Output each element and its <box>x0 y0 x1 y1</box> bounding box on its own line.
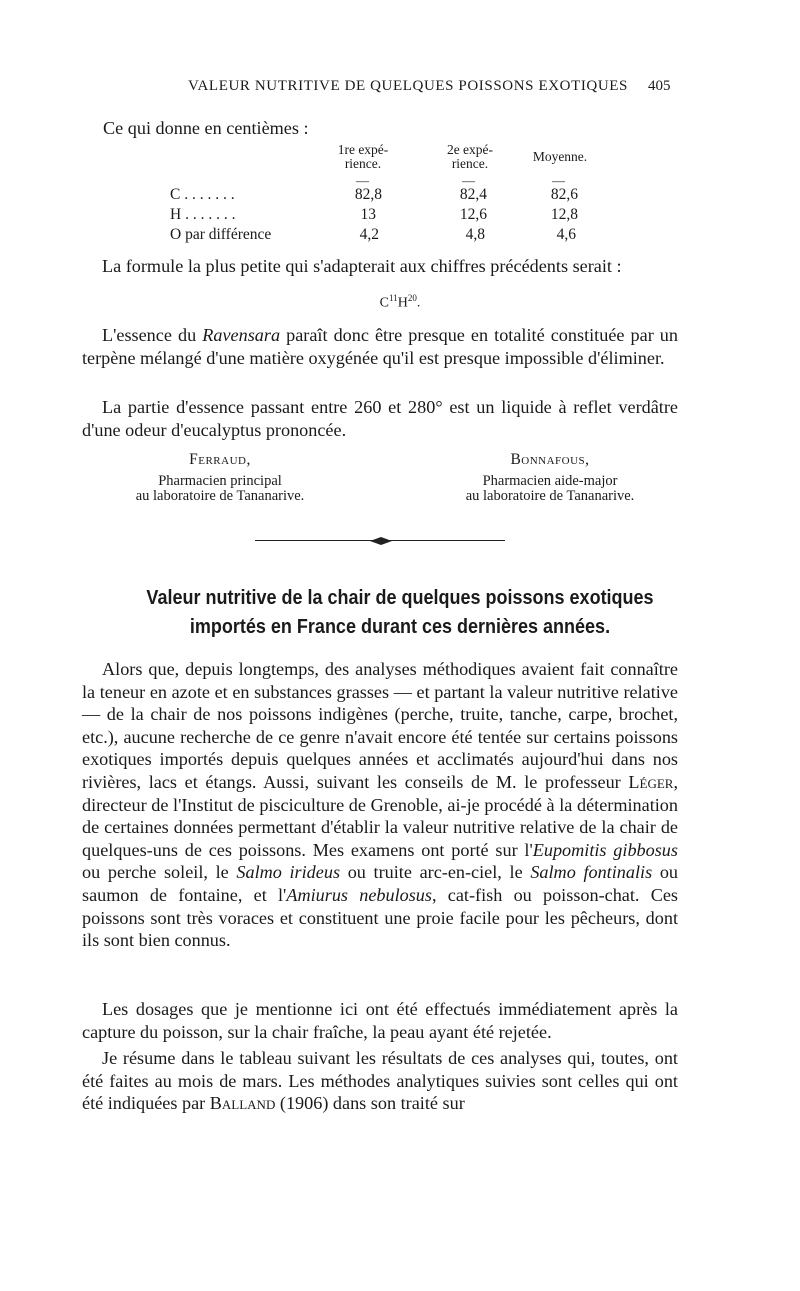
column-header-1-line1: 1re expé- <box>337 142 389 157</box>
body-paragraph-2: Les dosages que je mentionne ici ont été effectués immédiatement après la capture du poisson, sur la chair fraîche, la peau ayant été rejetée. <box>82 999 678 1042</box>
author-name-balland: Balland <box>209 1093 276 1114</box>
column-header-1-line2: rience. <box>344 156 382 171</box>
signature-title: Pharmacien aide-major <box>482 472 618 489</box>
table-cell: 4,6 <box>556 226 576 243</box>
column-dash-3: — <box>552 173 565 188</box>
table-cell: 13 <box>360 206 376 223</box>
body-text: , directeur de l'Institut de pisciculture de Grenoble, ai-je procédé à la détermination de certaines données permettant d'établir la valeur nutritive relative de la chair de quelques-uns de ces poissons. Mes examens ont porté sur l' <box>82 771 678 860</box>
column-header-2 <box>425 143 515 171</box>
formula-carbon-count: 11 <box>389 293 398 303</box>
signature-name: Bonnafous, <box>510 451 590 468</box>
table-row <box>170 206 600 226</box>
species-name: Salmo irideus <box>236 862 341 883</box>
formula-carbon: C <box>379 295 390 311</box>
genus-name: Ravensara <box>202 325 281 345</box>
body-paragraph-1 <box>82 658 678 952</box>
column-header-1 <box>318 143 408 171</box>
distillation-paragraph: La partie d'essence passant entre 260 et 280° est un liquide à reflet verdâtre d'une odeur d'eucalyptus prononcée. <box>82 397 678 440</box>
running-head: VALEUR NUTRITIVE DE QUELQUES POISSONS EXOTIQUES <box>188 78 628 94</box>
column-dash-2: — <box>462 173 475 188</box>
body-text: (1906) dans son traité sur <box>275 1093 465 1114</box>
column-header-2-line1: 2e expé- <box>446 142 494 157</box>
chemical-formula <box>0 293 800 312</box>
species-name: Salmo fontinalis <box>530 862 653 883</box>
author-name-leger: Léger <box>628 771 674 792</box>
table-row <box>170 186 600 206</box>
species-name: Eupomitis gibbosus <box>532 839 678 860</box>
row-label: O par différence <box>170 226 272 243</box>
article-title <box>112 584 688 642</box>
table-cell: 82,4 <box>459 186 487 203</box>
body-text: ou saumon de fontaine, et l' <box>82 862 679 905</box>
article-title-line2: importés en France durant ces dernières années. <box>189 616 611 638</box>
species-name: Amiurus nebulosus <box>286 884 432 905</box>
signature-place: au laboratoire de Tananarive. <box>135 488 305 504</box>
formula-period: . <box>416 295 421 311</box>
article-title-line1: Valeur nutritive de la chair de quelques poissons exotiques <box>146 587 654 609</box>
formula-paragraph: La formule la plus petite qui s'adapterait aux chiffres précédents serait : <box>102 256 622 276</box>
signature-bonnafous <box>420 452 680 505</box>
table-cell: 12,8 <box>550 206 578 223</box>
formula-hydrogen-count: 20 <box>407 293 417 303</box>
essence-text-end: paraît donc être presque en totalité constituée par un terpène mélangé d'une matière oxygénée qu'il est presque impossible d'éliminer. <box>82 325 678 368</box>
signature-name: Ferraud, <box>189 451 251 468</box>
column-header-2-line2: rience. <box>451 156 489 171</box>
column-header-3: Moyenne. <box>532 149 588 164</box>
table-cell: 82,6 <box>550 186 578 203</box>
divider-diamond <box>370 537 392 545</box>
row-label: H . . . . . . . <box>170 206 236 223</box>
signature-place: au laboratoire de Tananarive. <box>465 488 635 504</box>
table-cell: 4,2 <box>359 226 379 243</box>
row-label: C . . . . . . . <box>170 186 235 203</box>
table-cell: 12,6 <box>459 206 487 223</box>
body-text: ou truite arc-en-ciel, le <box>340 862 531 883</box>
signature-title: Pharmacien principal <box>158 472 282 489</box>
essence-text-start: L'essence du <box>102 325 203 345</box>
table-cell: 4,8 <box>465 226 485 243</box>
section-divider <box>255 536 505 546</box>
body-text: Alors que, depuis longtemps, des analyses méthodiques avaient fait connaître la teneur en azote et en substances grasses — et partant la valeur nutritive relative — de la chair de nos poissons indigènes (perche, truite, tanche, carpe, brochet, etc.), aucune recherche de ce genre n'avait encore été tentée sur certains poissons exotiques importés depuis quelques années et acclimatés aujourd'hui dans nos rivières, lacs et étangs. Aussi, suivant les conseils de M. le professeur <box>82 659 678 792</box>
body-text: Je résume dans le tableau suivant les résultats de ces analyses qui, toutes, ont été faites au mois de mars. Les méthodes analytiques suivies sont celles qui ont été indiquées par <box>82 1048 678 1114</box>
signature-ferraud <box>90 452 350 505</box>
column-dash-1: — <box>356 173 369 188</box>
table-cell: 82,8 <box>354 186 382 203</box>
body-text: , cat-fish ou poisson-chat. Ces poissons sont très voraces et constituent une proie facile pour les pêcheurs, dont ils sont bien connus. <box>82 884 679 951</box>
essence-paragraph <box>82 324 678 369</box>
table-row <box>170 226 600 246</box>
table-intro: Ce qui donne en centièmes : <box>103 118 309 138</box>
page-number: 405 <box>648 78 671 94</box>
body-paragraph-3 <box>82 1047 678 1115</box>
body-text: ou perche soleil, le <box>82 862 237 883</box>
formula-hydrogen: H <box>397 295 408 311</box>
